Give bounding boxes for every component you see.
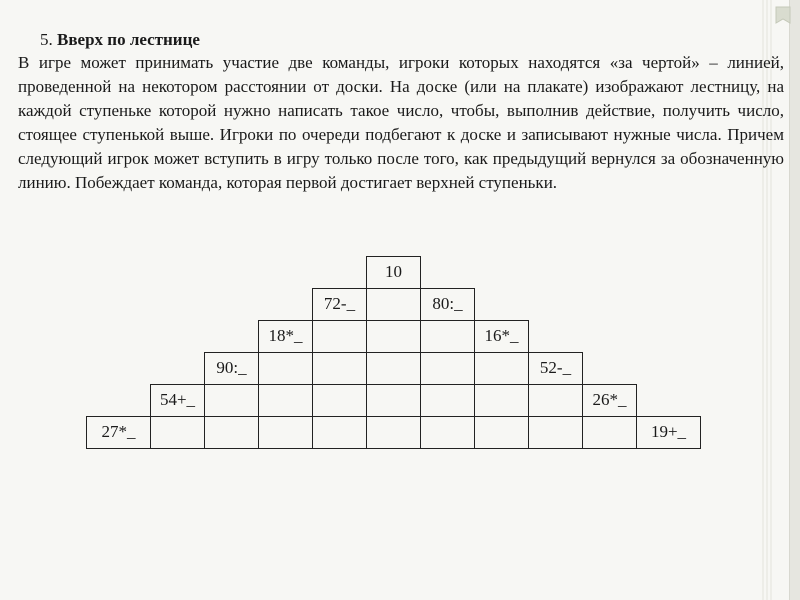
stair-blank-cell [474,416,529,449]
stair-blank-cell [204,384,259,417]
stair-blank-cell [366,352,421,385]
task-title: Вверх по лестнице [57,30,200,49]
stair-blank-cell [420,320,475,353]
stair-step-right: 16*_ [474,320,529,353]
stair-step-right: 52-_ [528,352,583,385]
stair-blank-cell [420,352,475,385]
task-description: В игре может принимать участие две команды, игроки которых находятся «за чертой» – линией, проведенной на некотором расстоянии от доски. На доске (или на плакате) изображают лестницу, на каждой ступеньке которой нужно написать такое число, чтобы, выполнив действие, получить число, стоящее ступенькой выше. Игроки по очереди подбегают к доске и записывают нужные числа. Причем следующий игрок может вступить в игру только после того, как предыдущий вернулся за обозначенную линию. Побеждает команда, которая первой достигает верхней ступеньки. [18,53,784,192]
stair-blank-cell [150,416,205,449]
stair-blank-cell [366,384,421,417]
stair-blank-cell [204,416,259,449]
stair-step-left: 27*_ [86,416,151,449]
stair-blank-cell [528,416,583,449]
stair-step-left: 90:_ [204,352,259,385]
stair-blank-cell [312,384,367,417]
stair-blank-cell [258,352,313,385]
stair-step-left: 72-_ [312,288,367,321]
stair-blank-cell [366,288,421,321]
stair-step-left: 54+_ [150,384,205,417]
stair-blank-cell [366,320,421,353]
stair-blank-cell [258,416,313,449]
stair-blank-cell [474,384,529,417]
stair-blank-cell [312,320,367,353]
stair-blank-cell [312,352,367,385]
stair-top-step: 10 [366,256,421,289]
stair-blank-cell [420,384,475,417]
stair-step-right: 26*_ [582,384,637,417]
stair-step-left: 18*_ [258,320,313,353]
stair-blank-cell [312,416,367,449]
stair-blank-cell [366,416,421,449]
stair-blank-cell [420,416,475,449]
stair-step-right: 80:_ [420,288,475,321]
stair-blank-cell [258,384,313,417]
stair-blank-cell [474,352,529,385]
stair-step-right: 19+_ [636,416,701,449]
stair-blank-cell [528,384,583,417]
task-number: 5. [40,30,57,49]
stair-blank-cell [582,416,637,449]
